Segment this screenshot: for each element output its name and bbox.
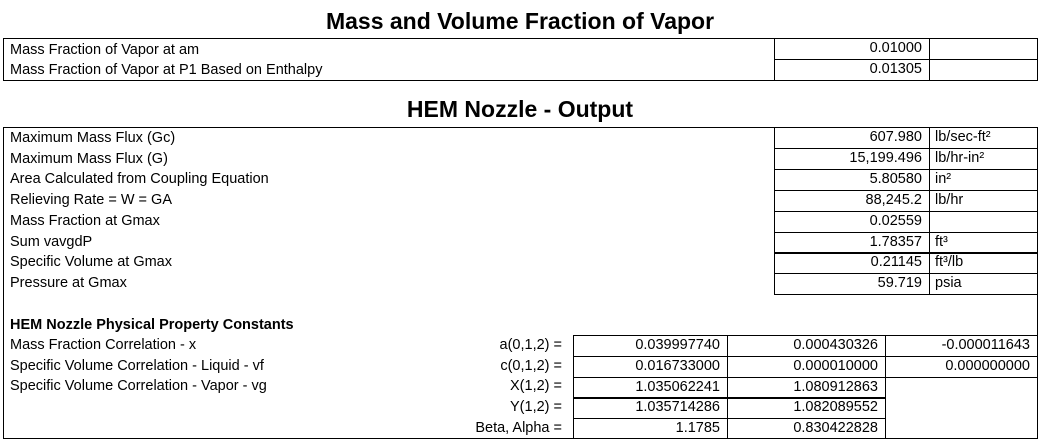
row-label: Specific Volume at Gmax [10,254,172,270]
unit-cell: lb/hr-in² [929,148,1038,170]
constants-description: Mass Fraction Correlation - x [10,337,197,353]
unit-cell [929,59,1038,81]
unit-cell: lb/sec-ft² [929,127,1038,149]
unit-cell: in² [929,169,1038,191]
value-cell[interactable]: 59.719 [774,273,930,295]
constant-value-cell[interactable]: 1.080912863 [727,377,886,399]
constant-value-cell[interactable]: 1.035062241 [573,377,728,399]
unit-cell: ft³/lb [929,252,1038,274]
constants-heading: HEM Nozzle Physical Property Constants [10,317,294,333]
constant-value-cell[interactable]: 0.016733000 [573,356,728,378]
row-label: Mass Fraction at Gmax [10,213,160,229]
constants-description: Specific Volume Correlation - Liquid - vf [10,358,264,374]
constant-label: X(1,2) = [510,378,562,394]
constant-value-cell[interactable]: -0.000011643 [885,335,1038,357]
value-cell[interactable]: 15,199.496 [774,148,930,170]
value-cell[interactable]: 607.980 [774,127,930,149]
value-cell[interactable]: 1.78357 [774,232,930,254]
constant-label: a(0,1,2) = [499,337,562,353]
unit-cell: lb/hr [929,190,1038,212]
value-cell[interactable]: 0.01000 [774,38,930,60]
value-cell[interactable]: 0.01305 [774,59,930,81]
constants-description: Specific Volume Correlation - Vapor - vg [10,378,267,394]
unit-cell [929,211,1038,233]
row-label: Pressure at Gmax [10,275,127,291]
unit-cell [929,38,1038,60]
row-label: Maximum Mass Flux (G) [10,151,168,167]
unit-cell: psia [929,273,1038,295]
constant-label: Y(1,2) = [510,399,562,415]
constant-value-cell[interactable]: 0.000010000 [727,356,886,378]
value-cell[interactable]: 0.02559 [774,211,930,233]
constant-value-cell[interactable]: 0.830422828 [727,418,886,439]
constant-label: c(0,1,2) = [500,358,562,374]
constant-value-cell[interactable]: 1.1785 [573,418,728,439]
constant-value-cell[interactable]: 0.039997740 [573,335,728,357]
unit-cell: ft³ [929,232,1038,254]
row-label: Sum vavgdP [10,234,93,250]
row-label: Relieving Rate = W = GA [10,192,172,208]
row-label: Mass Fraction of Vapor at P1 Based on Enthalpy [10,62,323,78]
row-label: Area Calculated from Coupling Equation [10,171,269,187]
constant-label: Beta, Alpha = [475,420,562,436]
section-title-hem-nozzle-output: HEM Nozzle - Output [406,96,634,122]
value-cell[interactable]: 5.80580 [774,169,930,191]
value-cell[interactable]: 0.21145 [774,252,930,274]
constant-value-cell[interactable]: 0.000430326 [727,335,886,357]
value-cell[interactable]: 88,245.2 [774,190,930,212]
constant-value-cell[interactable]: 1.035714286 [573,397,728,419]
row-label: Maximum Mass Flux (Gc) [10,130,176,146]
row-label: Mass Fraction of Vapor at am [10,42,200,58]
constant-value-cell[interactable]: 1.082089552 [727,397,886,419]
constant-value-cell[interactable]: 0.000000000 [885,356,1038,378]
section-title-vapor-fraction: Mass and Volume Fraction of Vapor [325,8,715,34]
